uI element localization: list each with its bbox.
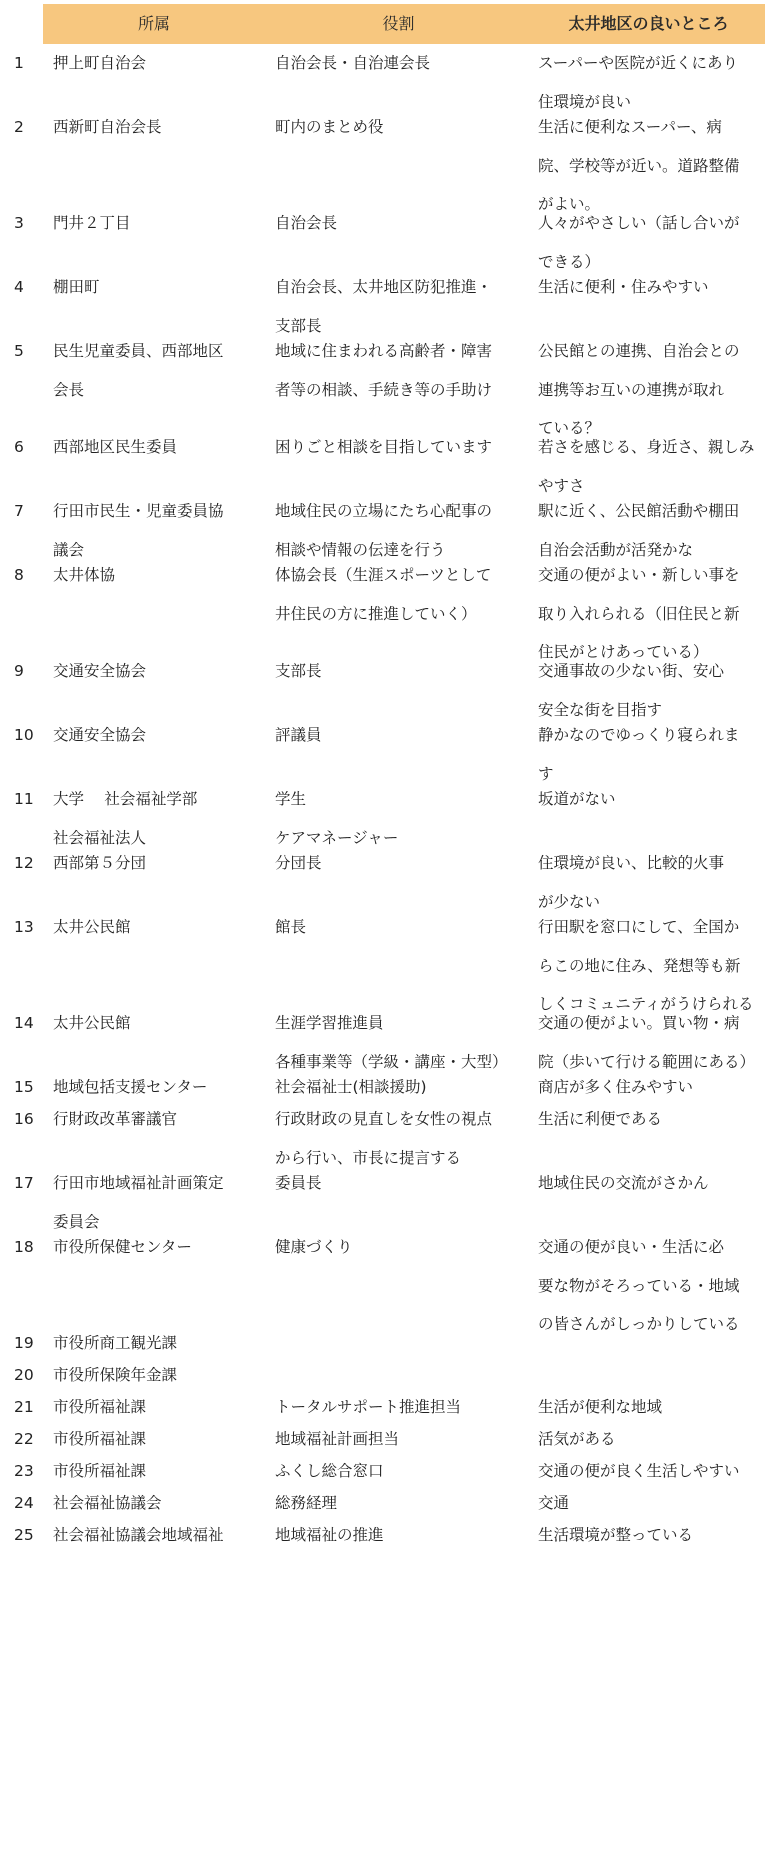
- affiliation-cell: 押上町自治会: [53, 54, 147, 72]
- affiliation-cell: 交通安全協会: [53, 726, 147, 744]
- table-row: [0, 1004, 777, 1071]
- row-number: 11: [14, 790, 34, 808]
- row-number: 20: [14, 1366, 34, 1384]
- table-row: [0, 268, 777, 335]
- good-points-cell: 地域住民の交流がさかん: [538, 1174, 709, 1192]
- affiliation-cell: 行田市地域福祉計画策定 委員会: [53, 1174, 224, 1231]
- affiliation-cell: 社会福祉協議会: [53, 1494, 162, 1512]
- row-number: 12: [14, 854, 34, 872]
- affiliation-cell: 市役所福祉課: [53, 1398, 147, 1416]
- good-points-cell: 生活に利便である: [538, 1110, 663, 1128]
- row-number: 10: [14, 726, 34, 744]
- affiliation-cell: 西部第５分団: [53, 854, 147, 872]
- row-number: 23: [14, 1462, 34, 1480]
- row-number: 2: [14, 118, 24, 136]
- role-cell: 分団長: [275, 854, 322, 872]
- good-points-cell: 交通の便が良く生活しやすい: [538, 1462, 740, 1480]
- good-points-cell: 人々がやさしい（話し合いが できる）: [538, 214, 740, 271]
- row-number: 4: [14, 278, 24, 296]
- table-row: [0, 1068, 777, 1100]
- table-row: [0, 556, 777, 661]
- good-points-cell: 行田駅を窓口にして、全国か らこの地に住み、発想等も新 しくコミュニティがうけられる: [538, 918, 754, 1013]
- header-role: 役割: [382, 14, 415, 33]
- table-row: [0, 844, 777, 911]
- affiliation-cell: 西新町自治会長: [53, 118, 162, 136]
- table-row: [0, 44, 777, 111]
- table-row: [0, 780, 777, 847]
- table-row: [0, 492, 777, 559]
- role-cell: 委員長: [275, 1174, 322, 1192]
- row-number: 22: [14, 1430, 34, 1448]
- good-points-cell: スーパーや医院が近くにあり 住環境が良い: [538, 54, 738, 111]
- role-cell: 自治会長: [275, 214, 338, 232]
- affiliation-cell: 大学 社会福祉学部 社会福祉法人: [53, 790, 198, 847]
- table-row: [0, 1388, 777, 1420]
- affiliation-cell: 市役所福祉課: [53, 1462, 147, 1480]
- role-cell: 自治会長、太井地区防犯推進・ 支部長: [275, 278, 493, 335]
- row-number: 1: [14, 54, 24, 72]
- affiliation-cell: 市役所保険年金課: [53, 1366, 178, 1384]
- role-cell: 総務経理: [275, 1494, 338, 1512]
- row-number: 3: [14, 214, 24, 232]
- affiliation-cell: 交通安全協会: [53, 662, 147, 680]
- role-cell: 行政財政の見直しを女性の視点 から行い、市長に提言する: [275, 1110, 493, 1167]
- role-cell: 生涯学習推進員 各種事業等（学級・講座・大型）: [275, 1014, 508, 1071]
- table-row: [0, 1420, 777, 1452]
- row-number: 17: [14, 1174, 34, 1192]
- row-number: 19: [14, 1334, 34, 1352]
- good-points-cell: 坂道がない: [538, 790, 616, 808]
- role-cell: 学生 ケアマネージャー: [275, 790, 399, 847]
- good-points-cell: 生活が便利な地域: [538, 1398, 663, 1416]
- affiliation-cell: 太井体協: [53, 566, 116, 584]
- row-number: 13: [14, 918, 34, 936]
- good-points-cell: 静かなのでゆっくり寝られま す: [538, 726, 740, 783]
- row-number: 21: [14, 1398, 34, 1416]
- affiliation-cell: 行田市民生・児童委員協 議会: [53, 502, 224, 559]
- role-cell: 評議員: [275, 726, 322, 744]
- good-points-cell: 交通の便が良い・生活に必 要な物がそろっている・地域 の皆さんがしっかりしている: [538, 1238, 740, 1333]
- role-cell: ふくし総合窓口: [275, 1462, 384, 1480]
- role-cell: 自治会長・自治連会長: [275, 54, 431, 72]
- table-header: [0, 4, 777, 44]
- table-row: [0, 108, 777, 213]
- role-cell: トータルサポート推進担当: [275, 1398, 462, 1416]
- table-row: [0, 1452, 777, 1484]
- table-row: [0, 908, 777, 1013]
- role-cell: 地域福祉の推進: [275, 1526, 384, 1544]
- table-row: [0, 1484, 777, 1516]
- row-number: 18: [14, 1238, 34, 1256]
- good-points-cell: 商店が多く住みやすい: [538, 1078, 694, 1096]
- table-row: [0, 1100, 777, 1167]
- good-points-cell: 若さを感じる、身近さ、親しみ やすさ: [538, 438, 755, 495]
- role-cell: 健康づくり: [275, 1238, 353, 1256]
- table-row: [0, 716, 777, 783]
- role-cell: 町内のまとめ役: [275, 118, 384, 136]
- good-points-cell: 駅に近く、公民館活動や棚田 自治会活動が活発かな: [538, 502, 740, 559]
- row-number: 25: [14, 1526, 34, 1544]
- row-number: 15: [14, 1078, 34, 1096]
- row-number: 14: [14, 1014, 34, 1032]
- row-number: 5: [14, 342, 24, 360]
- role-cell: 地域福祉計画担当: [275, 1430, 400, 1448]
- table-row: [0, 1516, 777, 1548]
- affiliation-cell: 棚田町: [53, 278, 100, 296]
- header-affiliation: 所属: [137, 14, 170, 33]
- affiliation-cell: 行財政改革審議官: [53, 1110, 178, 1128]
- table-row: [0, 428, 777, 495]
- affiliation-cell: 市役所保健センター: [53, 1238, 192, 1256]
- good-points-cell: 交通の便がよい・新しい事を 取り入れられる（旧住民と新 住民がとけあっている）: [538, 566, 740, 661]
- affiliation-cell: 社会福祉協議会地域福祉: [53, 1526, 224, 1544]
- header-good-points: 太井地区の良いところ: [568, 14, 729, 33]
- role-cell: 社会福祉士(相談援助): [275, 1078, 427, 1096]
- table-body: [0, 44, 777, 1548]
- role-cell: 困りごと相談を目指しています: [275, 438, 493, 456]
- role-cell: 地域住民の立場にたち心配事の 相談や情報の伝達を行う: [275, 502, 493, 559]
- good-points-cell: 交通事故の少ない街、安心 安全な街を目指す: [538, 662, 725, 719]
- good-points-cell: 公民館との連携、自治会との 連携等お互いの連携が取れ ている？: [538, 342, 740, 437]
- good-points-cell: 交通: [538, 1494, 570, 1512]
- affiliation-cell: 地域包括支援センター: [53, 1078, 208, 1096]
- affiliation-cell: 太井公民館: [53, 918, 131, 936]
- data-table: [0, 4, 777, 1548]
- table-row: [0, 1164, 777, 1231]
- good-points-cell: 生活環境が整っている: [538, 1526, 694, 1544]
- role-cell: 体協会長（生涯スポーツとして 井住民の方に推進していく）: [275, 566, 492, 623]
- affiliation-cell: 市役所商工観光課: [53, 1334, 178, 1352]
- good-points-cell: 生活に便利・住みやすい: [538, 278, 709, 296]
- row-number: 24: [14, 1494, 34, 1512]
- table-row: [0, 652, 777, 719]
- row-number: 8: [14, 566, 24, 584]
- table-row: [0, 204, 777, 271]
- good-points-cell: 住環境が良い、比較的火事 が少ない: [538, 854, 725, 911]
- row-number: 6: [14, 438, 24, 456]
- role-cell: 館長: [275, 918, 307, 936]
- row-number: 16: [14, 1110, 34, 1128]
- table-row: [0, 1228, 777, 1333]
- row-number: 7: [14, 502, 24, 520]
- good-points-cell: 交通の便がよい。買い物・病 院（歩いて行ける範囲にある）: [538, 1014, 756, 1071]
- affiliation-cell: 市役所福祉課: [53, 1430, 147, 1448]
- good-points-cell: 生活に便利なスーパー、病 院、学校等が近い。道路整備 がよい。: [538, 118, 740, 213]
- table-row: [0, 1356, 777, 1388]
- role-cell: 支部長: [275, 662, 322, 680]
- row-number: 9: [14, 662, 24, 680]
- affiliation-cell: 西部地区民生委員: [53, 438, 178, 456]
- affiliation-cell: 民生児童委員、西部地区 会長: [53, 342, 224, 399]
- table-row: [0, 332, 777, 437]
- affiliation-cell: 門井２丁目: [53, 214, 131, 232]
- good-points-cell: 活気がある: [538, 1430, 616, 1448]
- affiliation-cell: 太井公民館: [53, 1014, 131, 1032]
- role-cell: 地域に住まわれる高齢者・障害 者等の相談、手続き等の手助け: [275, 342, 493, 399]
